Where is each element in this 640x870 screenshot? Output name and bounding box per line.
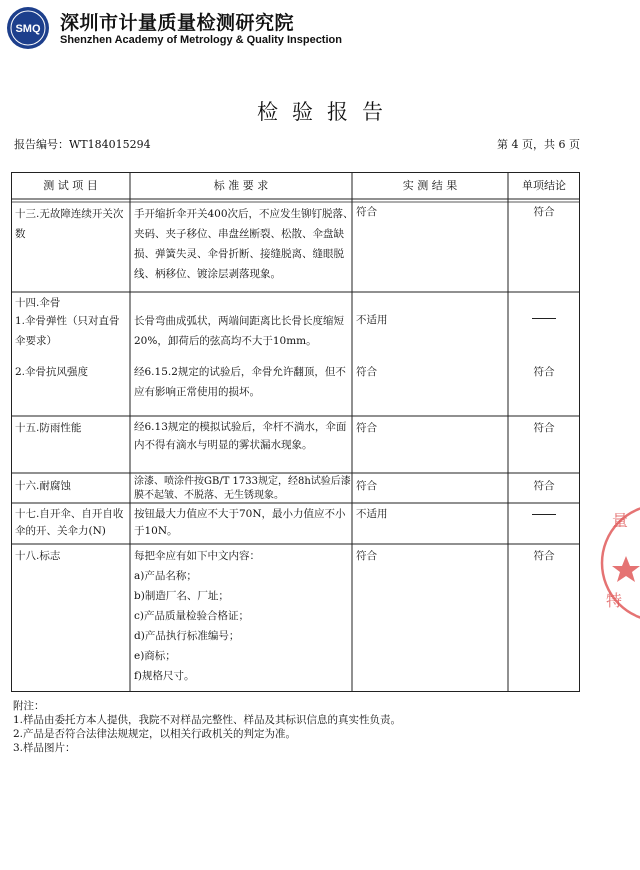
row-result: 不适用 [356, 508, 388, 520]
row-result: 符合 [356, 480, 377, 492]
header-requirement: 标 准 要 求 [213, 179, 269, 192]
note-line: 附注： [13, 700, 45, 712]
inspection-table [11, 172, 580, 692]
row-item: 十八.标志 [15, 550, 61, 562]
row-result: 符合 [356, 206, 377, 218]
row-requirement: 经6.15.2规定的试验后，伞骨允许翻顶，但不应有影响正常使用的损坏。 [134, 366, 346, 398]
row-conclusion [508, 308, 580, 328]
row-item: 十六.耐腐蚀 [15, 480, 71, 492]
row-item: 1.伞骨弹性（只对直骨伞要求） [15, 315, 120, 347]
page-indicator: 第 4 页，共 6 页 [497, 138, 580, 151]
logo-text: SMQ [15, 23, 41, 35]
row-result: 符合 [356, 422, 377, 434]
row-item: 十四.伞骨 [15, 297, 61, 309]
row-conclusion: 符合 [533, 550, 555, 562]
row-conclusion: 符合 [533, 206, 555, 218]
seal-char: 特 [606, 591, 623, 610]
report-number: 报告编号：WT184015294 [14, 138, 151, 151]
row-result: 不适用 [356, 314, 388, 326]
row-requirement: 按钮最大力值应不大于70N，最小力值应不小于10N。 [134, 508, 346, 537]
smq-logo-icon [6, 6, 50, 50]
header-result: 实 测 结 果 [402, 179, 458, 192]
row-item: 十三.无故障连续开关次数 [15, 208, 124, 240]
page-title: 检验报告 [257, 100, 397, 124]
note-line: 3.样品图片： [13, 742, 76, 754]
row-requirement: 涂漆、喷涂件按GB/T 1733规定，经8h试验后漆膜不起皱、不脱落、无生锈现象。 [134, 476, 351, 501]
org-name-en: Shenzhen Academy of Metrology & Quality Inspection [60, 34, 342, 46]
row-result: 符合 [356, 550, 377, 562]
dash-mark [532, 318, 556, 319]
row-item: 十七.自开伞、自开自收伞的开、关伞力(N) [15, 508, 124, 537]
note-line: 2.产品是否符合法律法规规定，以相关行政机关的判定为准。 [13, 728, 297, 740]
requirement-line: a)产品名称； [134, 570, 197, 582]
note-line: 1.样品由委托方本人提供，我院不对样品完整性、样品及其标识信息的真实性负责。 [13, 714, 402, 726]
row-requirement [134, 546, 356, 686]
row-requirement: 长骨弯曲成弧状，两端间距离比长骨长度缩短20%，卸荷后的弦高均不大于10mm。 [134, 315, 344, 347]
requirement-line: 每把伞应有如下中文内容： [134, 550, 260, 562]
requirement-line: d)产品执行标准编号； [134, 630, 240, 642]
row-item: 十五.防雨性能 [15, 422, 82, 434]
requirement-line: c)产品质量检验合格证； [134, 610, 249, 622]
header-test-item: 测 试 项 目 [43, 179, 98, 192]
footnotes [13, 699, 401, 755]
row-conclusion: 符合 [533, 480, 555, 492]
requirement-line: f)规格尺寸。 [134, 670, 195, 682]
row-result: 符合 [356, 366, 377, 378]
row-conclusion: 符合 [533, 366, 555, 378]
requirement-line: b)制造厂名、厂址； [134, 590, 229, 602]
row-conclusion [508, 504, 580, 524]
row-item: 2.伞骨抗风强度 [15, 366, 89, 378]
org-name-cn: 深圳市计量质量检测研究院 [60, 12, 295, 34]
seal-stamp [598, 498, 640, 628]
row-conclusion: 符合 [533, 422, 555, 434]
header-conclusion: 单项结论 [522, 179, 566, 192]
requirement-line: e)商标； [134, 650, 176, 662]
letterhead [6, 6, 406, 54]
row-requirement: 经6.13规定的模拟试验后，伞杆不淌水，伞面内不得有滴水与明显的雾状漏水现象。 [134, 421, 347, 451]
seal-char: 量 [612, 511, 629, 530]
row-requirement: 手开缩折伞开关400次后，不应发生铆钉脱落、夹码、夹子移位、串盘丝断裂、松散、伞盘缺损、弹簧失灵、伞骨折断、接缝脱离、缝眼脱线、柄移位、镀涂层剥落现象。 [134, 208, 354, 280]
dash-mark [532, 514, 556, 515]
